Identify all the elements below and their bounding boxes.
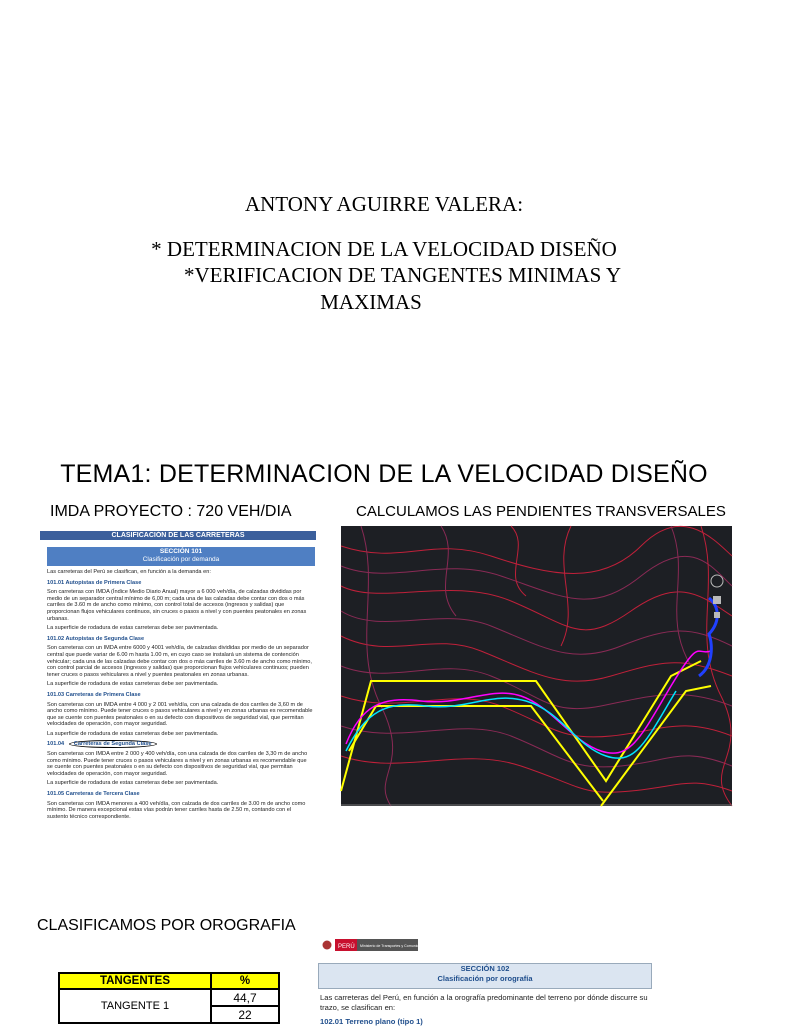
doc-section-header bbox=[47, 547, 315, 566]
classification-document bbox=[40, 531, 316, 853]
table-row-label: TANGENTE 1 bbox=[59, 989, 211, 1023]
doc-item-text: Son carreteras con IMDA (Índice Medio Diario Anual) mayor a 6 000 veh/día, de calzadas divididas por medio de un separador central mínimo de 6,00 m; cada una de las calzadas debe contar con dos o más carriles de 3.60 m de ancho como mínimo, con control total de accesos (ingresos y salidas) que proporcionan flujos vehiculares continuos, sin cruces o pasos a nivel y con puentes peatonales en zonas urbanas. bbox=[47, 589, 307, 622]
circled-class-label: Carreteras de Segunda Clase bbox=[69, 740, 157, 748]
doc-section-subtitle: Clasificación por demanda bbox=[142, 556, 220, 563]
ministry-logo-graphic bbox=[322, 938, 431, 952]
map-drawing bbox=[341, 526, 732, 806]
table-header-tangentes: TANGENTES bbox=[59, 973, 211, 989]
section-102-header bbox=[318, 963, 652, 989]
title-line-3: MAXIMAS bbox=[320, 290, 422, 314]
doc-item-text: Son carreteras con un IMDA entre 4 000 y 2 001 veh/día, con una calzada de dos carriles de 3,60 m de ancho como mínimo. Puede tener cruces o pasos vehiculares a nivel y en zonas urbanas es recomendable que se cuente con puentes peatonales o en su defecto con dispositivos de seguridad vial, que permitan velocidades de operación, con mayor seguridad. bbox=[47, 701, 313, 728]
tangents-table bbox=[58, 972, 280, 1024]
section-102-subtitle: Clasificación por orografía bbox=[437, 974, 533, 983]
slopes-label: CALCULAMOS LAS PENDIENTES TRANSVERSALES bbox=[356, 503, 726, 520]
doc-item-head: 101.05 Carreteras de Tercera Clase bbox=[47, 791, 140, 798]
ministry-logo bbox=[322, 938, 431, 952]
doc-item-head: 101.02 Autopistas de Segunda Clase bbox=[47, 635, 145, 642]
slide-title: TEMA1: DETERMINACION DE LA VELOCIDAD DISEÑO bbox=[60, 460, 708, 488]
table-cell-value: 44,7 bbox=[211, 989, 279, 1006]
topographic-map bbox=[341, 526, 732, 806]
author-name: ANTONY AGUIRRE VALERA: bbox=[244, 192, 524, 216]
doc-item-number: 101.04 bbox=[47, 741, 65, 748]
doc-item-head: 101.01 Autopistas de Primera Clase bbox=[47, 579, 142, 586]
section-102-subhead: 102.01 Terreno plano (tipo 1) bbox=[320, 1017, 423, 1026]
doc-item-text: Son carreteras con un IMDA entre 6000 y 4001 veh/día, de calzadas divididas por medio de un separador central que puede variar de 6.00 m hasta 1.00 m, en cuyo caso se instalará un sistema de contención vehicular; cada una de las calzadas debe contar con dos o más carriles de 3.60 m de ancho como mínimo, con control parcial de accesos (ingresos y salidas) que proporcionan flujos vehiculares continuos; pueden tener cruces o pasos vehiculares a nivel y puentes peatonales en zonas urbanas. bbox=[47, 645, 312, 678]
imda-label: IMDA PROYECTO : 720 VEH/DIA bbox=[50, 503, 292, 520]
table-header-percent: % bbox=[211, 973, 279, 989]
table-cell-value: 22 bbox=[211, 1006, 279, 1023]
table-row bbox=[59, 989, 279, 1006]
doc-section-title: SECCIÓN 101 bbox=[159, 548, 203, 555]
doc-item-text: Son carreteras con IMDA entre 2 000 y 400 veh/día, con una calzada de dos carriles de 3,30 m de ancho como mínimo. Puede tener cruces o pasos vehiculares a nivel y en zonas urbanas es recomendable que se cuente con puentes peatonales o en su defecto con dispositivos de seguridad vial, que permitan velocidades de operación, con mayor seguridad. bbox=[47, 751, 308, 777]
orography-label: CLASIFICAMOS POR OROGRAFIA bbox=[37, 917, 296, 934]
doc-item-note: La superficie de rodadura de estas carreteras debe ser pavimentada. bbox=[47, 730, 219, 737]
section-102-text: Las carreteras del Perú, en función a la orografía predominante del terreno por dónde discurre su trazo, se clasifican en: bbox=[320, 993, 648, 1012]
doc-top-header: CLASIFICACIÓN DE LAS CARRETERAS bbox=[40, 531, 316, 540]
title-line-2: *VERIFICACION DE TANGENTES MINIMAS Y bbox=[184, 263, 621, 287]
logo-peru-text: PERÚ bbox=[338, 944, 355, 950]
doc-item-note: La superficie de rodadura de estas carreteras debe ser pavimentada. bbox=[47, 681, 219, 688]
table-header-row bbox=[59, 973, 279, 989]
title-line-1: * DETERMINACION DE LA VELOCIDAD DISEÑO bbox=[151, 237, 617, 261]
doc-item-head: 101.03 Carreteras de Primera Clase bbox=[47, 691, 141, 698]
doc-item-note: La superficie de rodadura de estas carreteras debe ser pavimentada. bbox=[47, 625, 219, 632]
doc-item-text: Son carreteras con IMDA menores a 400 veh/día, con calzada de dos carriles de 3.00 m de ancho como mínimo. De manera excepcional estas vías podrán tener carriles hasta de 2.50 m, contando con el sustento técnico correspondiente. bbox=[47, 800, 306, 820]
section-102-title: SECCIÓN 102 bbox=[460, 964, 510, 973]
doc-item-note: La superficie de rodadura de estas carreteras debe ser pavimentada. bbox=[47, 780, 219, 787]
doc-intro: Las carreteras del Perú se clasifican, en función a la demanda en: bbox=[47, 569, 211, 575]
doc-item-head bbox=[47, 741, 313, 748]
logo-ministry-text: Ministerio de Transportes y Comunicaciones bbox=[360, 944, 431, 948]
